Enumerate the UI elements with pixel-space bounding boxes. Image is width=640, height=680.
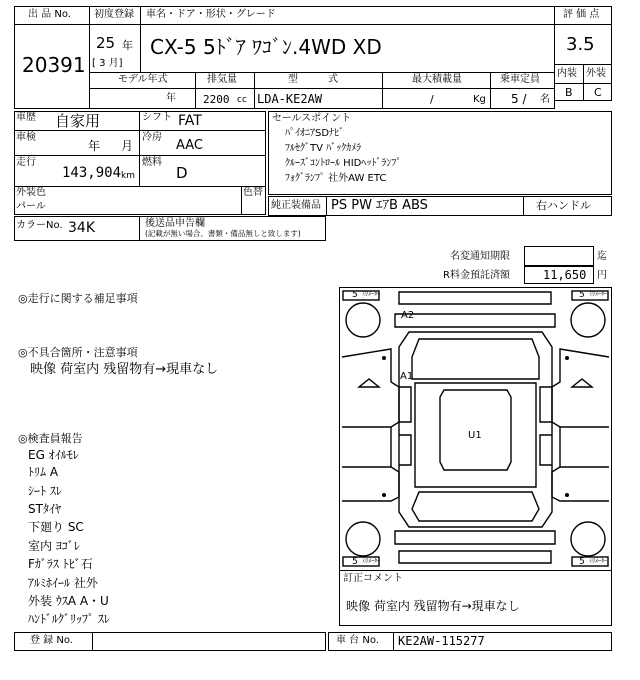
deadline-label: 名変通知期限	[450, 251, 510, 262]
first-reg-label: 初度登録	[94, 9, 134, 20]
color-label: 外装色	[16, 187, 46, 198]
history-label: 車歴	[16, 112, 36, 123]
inspector-line: ﾊﾝﾄﾞﾙｸﾞﾘｯﾌﾟ ｽﾚ	[28, 612, 110, 626]
chassis-value: KE2AW-115277	[398, 634, 485, 648]
inspector-line: 外装 ｳｽA A・U	[28, 594, 109, 608]
fuel-label: 燃料	[142, 157, 162, 168]
driving-title: ◎走行に関する補足事項	[18, 292, 138, 305]
tire-unit-rl: ﾐﾘﾒｰﾀｰ	[362, 558, 381, 565]
damage-mark-u1: U1	[468, 430, 482, 441]
tire-unit-rr: ﾐﾘﾒｰﾀｰ	[589, 558, 608, 565]
correction-label: 訂正コメント	[343, 573, 403, 584]
displacement: 2200	[203, 93, 230, 106]
first-reg-month: [ 3 月]	[92, 58, 123, 69]
recycle-unit: 円	[597, 270, 607, 281]
fuel: D	[176, 164, 188, 182]
inspection-label: 車検	[16, 132, 36, 143]
inspector-line: ｼｰﾄ ｽﾚ	[28, 484, 62, 498]
color-no-label: カラーNo.	[16, 220, 63, 231]
type-label: 型 式	[288, 74, 338, 85]
deadline-box	[524, 246, 594, 266]
color-no: 34K	[68, 220, 95, 236]
lot-number: 20391	[22, 53, 86, 77]
mileage-label: 走行	[16, 157, 36, 168]
capacity: 5 /	[511, 92, 527, 106]
inspection-year: 年	[88, 139, 101, 153]
tire-depth-fr: 5	[579, 290, 585, 300]
inspector-line: 下廻り SC	[28, 520, 84, 534]
reg-label: 登 録 No.	[30, 635, 73, 646]
model-name: CX-5 5ﾄﾞｱ ﾜｺﾞﾝ.4WD XD	[150, 35, 382, 59]
exterior-grade: C	[594, 86, 602, 99]
car-diagram	[339, 287, 612, 571]
mileage-unit: km	[121, 171, 135, 181]
tire-depth-fl: 5	[352, 290, 358, 300]
inspection-month: 月	[121, 139, 134, 153]
interior-grade: B	[565, 86, 573, 99]
specs-box	[14, 111, 266, 187]
correction-text: 映像 荷室内 残留物有→現車なし	[346, 599, 520, 613]
equipment-value: PS PW ｴｱB ABS	[331, 198, 428, 213]
steering: 右ハンドル	[536, 199, 591, 212]
defects-text: 映像 荷室内 残留物有→現車なし	[30, 362, 219, 377]
displacement-unit: cc	[237, 95, 247, 105]
color: パール	[16, 201, 46, 212]
shift-label: シフト	[142, 112, 172, 123]
shift: FAT	[178, 113, 202, 129]
color-box	[14, 186, 266, 215]
load-slash: /	[430, 93, 434, 106]
inspector-line: EG ｵｲﾙﾓﾚ	[28, 448, 79, 462]
interior-label: 内装	[557, 68, 577, 79]
history: 自家用	[55, 112, 101, 130]
aftermarket-note: (記載が無い場合、書類・備品無しと致します)	[145, 229, 301, 238]
sales-point-line: ｸﾙｰｽﾞｺﾝﾄﾛｰﾙ HIDﾍｯﾄﾞﾗﾝﾌﾟ	[285, 158, 402, 169]
sales-point-line: ﾌﾙｾｸﾞTV ﾊﾞｯｸｶﾒﾗ	[285, 143, 362, 154]
inspector-title: ◎検査員報告	[18, 432, 83, 445]
defects-title: ◎不具合箇所・注意事項	[18, 346, 138, 359]
inspector-line: ﾄﾘﾑ A	[28, 465, 59, 479]
ac: AAC	[176, 138, 203, 153]
deadline-unit: 迄	[597, 251, 607, 262]
model-year-label: モデル年式	[118, 74, 168, 85]
first-reg-year-unit: 年	[122, 39, 133, 52]
displacement-label: 排気量	[207, 74, 237, 85]
recycle-value: 11,650	[543, 268, 587, 282]
model-title-label: 車名・ドア・形状・グレード	[146, 9, 276, 20]
sales-point-line: ﾌｫｸﾞﾗﾝﾌﾟ 社外AW ETC	[285, 173, 387, 184]
capacity-label: 乗車定員	[500, 74, 540, 85]
load-unit: Kg	[473, 94, 486, 105]
tire-depth-rr: 5	[579, 557, 585, 567]
mileage: 143,904	[62, 165, 122, 181]
grade-value-box	[554, 83, 612, 101]
color-change-label: 色替	[243, 187, 263, 198]
exterior-label: 外装	[586, 68, 606, 79]
damage-mark-a2: A2	[401, 310, 415, 321]
damage-mark-a1: A1	[400, 371, 414, 382]
sales-point-line: ﾊﾟｲｵﾆｱSDﾅﾋﾞ	[285, 128, 345, 139]
chassis-label: 車 台 No.	[336, 635, 379, 646]
inspector-line: ｱﾙﾐﾎｲｰﾙ 社外	[28, 576, 98, 590]
tire-depth-rl: 5	[352, 557, 358, 567]
equipment-label: 純正装備品	[271, 200, 321, 211]
score: 3.5	[566, 34, 595, 55]
max-load-label: 最大積載量	[412, 74, 462, 85]
type-code: LDA-KE2AW	[257, 92, 323, 106]
sales-points-label: セールスポイント	[272, 113, 352, 124]
aftermarket-label: 後送品申告欄	[145, 218, 205, 229]
score-label: 評 価 点	[563, 9, 600, 20]
capacity-unit: 名	[540, 94, 550, 105]
lot-number-label: 出 品 No.	[28, 9, 71, 20]
model-year-unit: 年	[166, 93, 176, 104]
ac-label: 冷房	[142, 132, 162, 143]
inspector-line: STﾀｲﾔ	[28, 502, 61, 516]
inspector-line: 室内 ﾖｺﾞﾚ	[28, 539, 80, 553]
tire-unit-fl: ﾐﾘﾒｰﾀｰ	[362, 291, 381, 298]
recycle-label: R料金預託済額	[443, 270, 510, 281]
inspector-line: Fｶﾞﾗｽ ﾄﾋﾞ石	[28, 557, 93, 571]
tire-unit-fr: ﾐﾘﾒｰﾀｰ	[589, 291, 608, 298]
first-reg-year: 25	[96, 34, 116, 52]
